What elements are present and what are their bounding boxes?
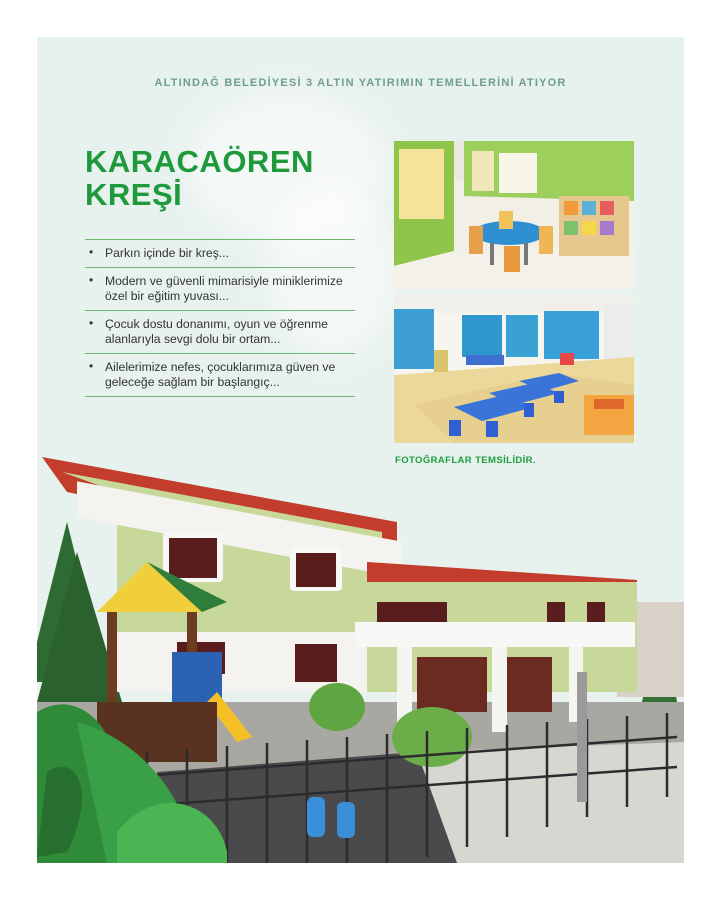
feature-list — [85, 239, 355, 397]
list-item: • Parkın içinde bir kreş... — [85, 240, 355, 268]
kindergarten-building-photo — [37, 452, 684, 863]
title-line-1: KARACAÖREN — [85, 144, 314, 179]
page-panel — [37, 37, 684, 863]
title-line-2: KREŞİ — [85, 177, 183, 212]
page-title — [85, 145, 314, 211]
list-item: • Ailelerimize nefes, çocuklarımıza güven ve geleceğe sağlam bir başlangıç... — [85, 354, 355, 397]
page-header: ALTINDAĞ BELEDİYESİ 3 ALTIN YATIRIMIN TEMELLERİNİ ATIYOR — [154, 77, 567, 89]
photo-caption: FOTOĞRAFLAR TEMSİLİDİR. — [395, 455, 536, 466]
list-item: • Çocuk dostu donanımı, oyun ve öğrenme alanlarıyla sevgi dolu bir ortam... — [85, 311, 355, 354]
list-item: • Modern ve güvenli mimarisiyle miniklerimize özel bir eğitim yuvası... — [85, 268, 355, 311]
classroom-photo-top — [394, 141, 634, 289]
classroom-photo-bottom — [394, 295, 634, 443]
